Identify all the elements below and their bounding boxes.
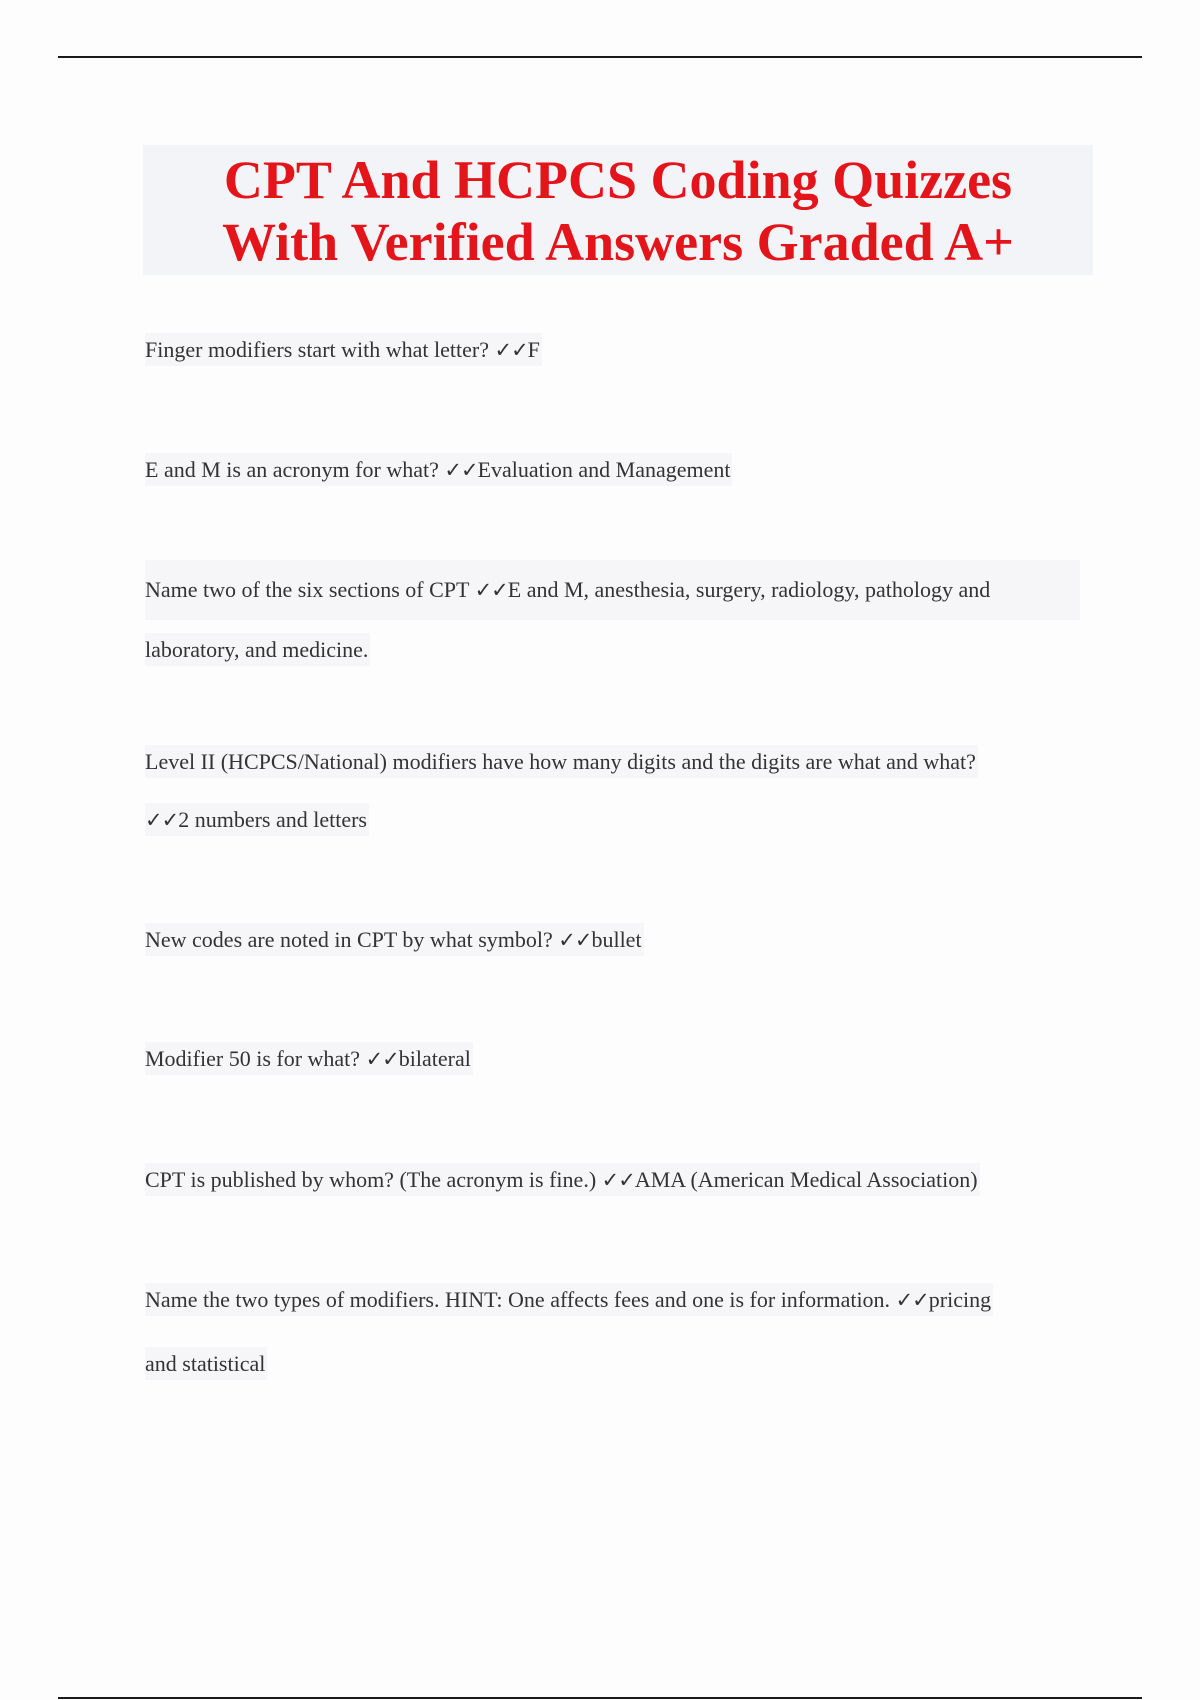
qa-item-2 bbox=[145, 440, 1095, 500]
check-mark-icon: ✓✓ bbox=[558, 928, 592, 952]
qa-item-1 bbox=[145, 320, 1095, 380]
check-mark-icon: ✓✓ bbox=[474, 578, 508, 602]
qa-item-7 bbox=[145, 1150, 1095, 1210]
bottom-rule bbox=[58, 1697, 1142, 1699]
answer-text-line-2: laboratory, and medicine. bbox=[145, 633, 370, 666]
document-title bbox=[143, 145, 1093, 273]
qa-item-6 bbox=[145, 1029, 1095, 1089]
question-text: Name the two types of modifiers. HINT: One affects fees and one is for information. bbox=[145, 1287, 891, 1312]
answer-text: bilateral bbox=[398, 1046, 471, 1071]
check-mark-icon: ✓✓ bbox=[444, 458, 478, 482]
question-text: Modifier 50 is for what? bbox=[145, 1046, 361, 1071]
question-text: New codes are noted in CPT by what symbol? bbox=[145, 927, 553, 952]
top-rule bbox=[58, 56, 1142, 58]
answer-text: bullet bbox=[591, 927, 642, 952]
check-mark-icon: ✓✓ bbox=[895, 1288, 929, 1312]
qa-item-8 bbox=[145, 1270, 1095, 1394]
check-mark-icon: ✓✓ bbox=[365, 1047, 399, 1071]
title-line-2: With Verified Answers Graded A+ bbox=[222, 212, 1014, 272]
title-line-1: CPT And HCPCS Coding Quizzes bbox=[223, 150, 1013, 210]
question-text: E and M is an acronym for what? bbox=[145, 457, 439, 482]
qa-item-3 bbox=[145, 560, 1095, 680]
question-text: CPT is published by whom? (The acronym is fine.) bbox=[145, 1167, 597, 1192]
answer-text: F bbox=[527, 337, 540, 362]
title-banner bbox=[143, 145, 1093, 275]
answer-text-line-1: pricing bbox=[928, 1287, 992, 1312]
qa-item-5 bbox=[145, 910, 1095, 970]
question-text: Level II (HCPCS/National) modifiers have how many digits and the digits are what and what? bbox=[145, 745, 978, 778]
question-text: Finger modifiers start with what letter? bbox=[145, 337, 489, 362]
answer-text: 2 numbers and letters bbox=[178, 807, 367, 832]
check-mark-icon: ✓✓ bbox=[601, 1168, 635, 1192]
answer-text-line-1: E and M, anesthesia, surgery, radiology, pathology and bbox=[507, 577, 991, 602]
qa-item-4 bbox=[145, 732, 1095, 850]
answer-text: Evaluation and Management bbox=[477, 457, 731, 482]
answer-text: AMA (American Medical Association) bbox=[634, 1167, 978, 1192]
question-text: Name two of the six sections of CPT bbox=[145, 577, 470, 602]
answer-text-line-2: and statistical bbox=[145, 1347, 267, 1380]
check-mark-icon: ✓✓ bbox=[145, 808, 179, 832]
check-mark-icon: ✓✓ bbox=[494, 338, 528, 362]
